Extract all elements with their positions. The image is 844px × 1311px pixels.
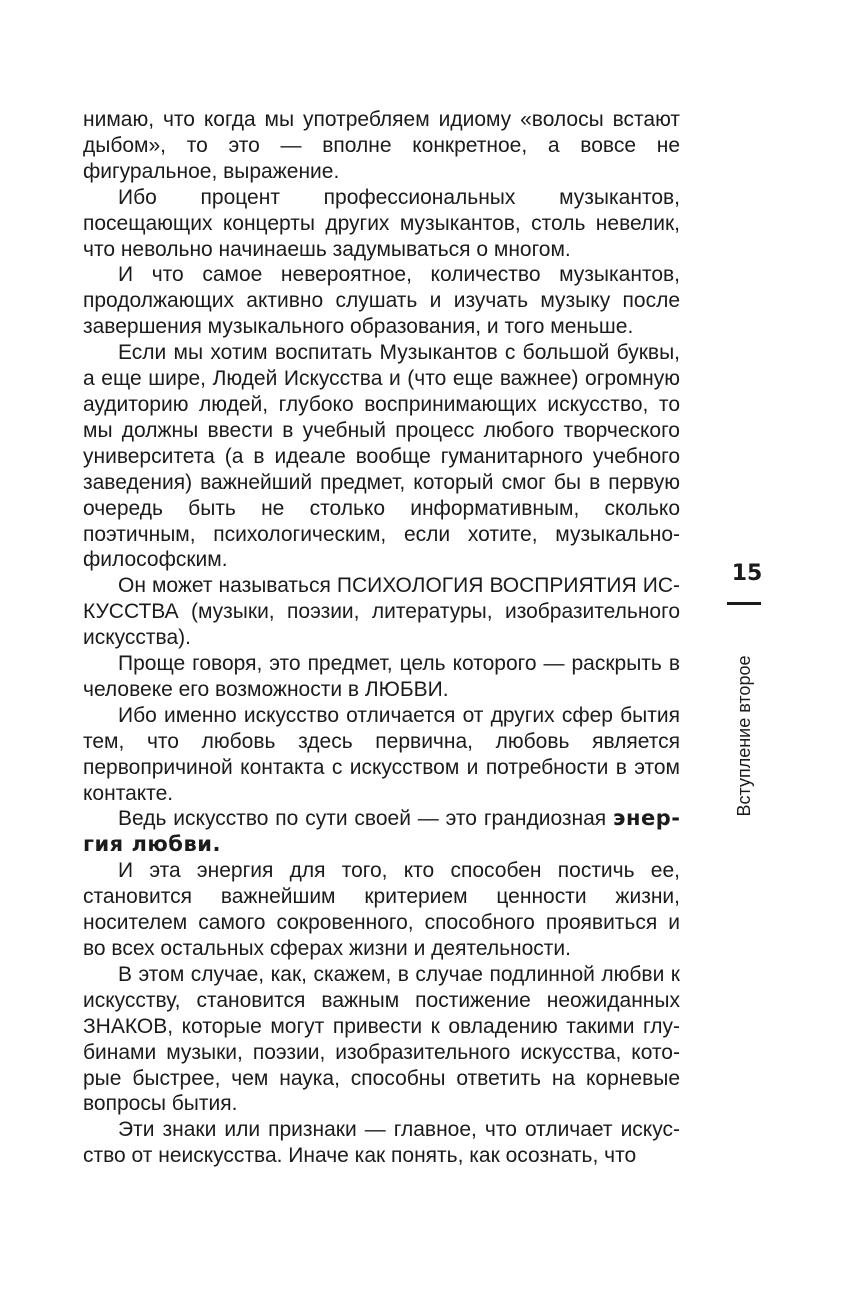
- paragraph: Ибо именно искусство отличается от других сфер бытия тем, что любовь здесь первична, любовь является первопричиной контакта с искусством и потребности в этом контакте.: [83, 703, 680, 805]
- section-title: Вступление второе: [734, 655, 754, 817]
- page-text: [83, 107, 680, 1169]
- paragraph: Ибо процент профессиональных музыкантов, посещающих концерты других музыкантов, столь невелик, что невольно начинаешь задумываться о многом.: [83, 185, 680, 261]
- page-number: 15: [731, 561, 763, 586]
- paragraph-text: Ведь искусство по сути своей — это грандиозная: [118, 807, 614, 831]
- paragraph: нимаю, что когда мы употребляем идиому «волосы встают дыбом», то это — вполне конкретное, а вовсе не фигуральное, выражение.: [83, 108, 680, 183]
- paragraph: И эта энергия для того, кто способен постичь ее, становится важнейшим критерием ценности жизни, носителем самого сокровенного, способного проявиться и во всех остальных сферах жизни и деятельности.: [83, 859, 680, 960]
- paragraph: Если мы хотим воспитать Музыкантов с большой буквы, а еще шире, Людей Искусства и (что еще важнее) огромную аудиторию людей, глубоко воспринимающих искусство, то мы должны ввести в учебный процесс любого творческого университета (а в идеале вообще гуманитарного учебного заведения) важнейший предмет, который смог бы в первую очередь быть не столько информативным, сколько поэтичным, психологическим, если хотите, музыкально-философским.: [83, 341, 680, 572]
- paragraph: Он может называться ПСИХОЛОГИЯ ВОСПРИЯТИЯ ИСКУССТВА (музыки, поэзии, литературы, изобразительного искусства).: [83, 574, 680, 650]
- bold-phrase: энергия любви.: [83, 806, 680, 857]
- paragraph: Проще говоря, это предмет, цель которого — раскрыть в человеке его возможности в ЛЮБВИ.: [83, 652, 680, 701]
- paragraph-energy: [83, 806, 680, 858]
- section-title-container: [726, 620, 762, 852]
- page-marker-rule: [727, 602, 761, 605]
- paragraph: В этом случае, как, скажем, в случае подлинной любви к искусству, становится важным постижение неожиданных ЗНАКОВ, которые могут привести к овладению такими глубинами музыки, поэзии, изобразительного искусства, которые быстрее, чем наука, способны ответить на корневые вопросы бытия.: [83, 962, 680, 1116]
- paragraph: Эти знаки или признаки — главное, что отличает искусство от неискусства. Иначе как понять, как осознать, что: [83, 1118, 680, 1168]
- paragraph: И что самое невероятное, количество музыкантов, продолжающих активно слушать и изучать музыку после завершения музыкального образования, и того меньше.: [83, 263, 680, 339]
